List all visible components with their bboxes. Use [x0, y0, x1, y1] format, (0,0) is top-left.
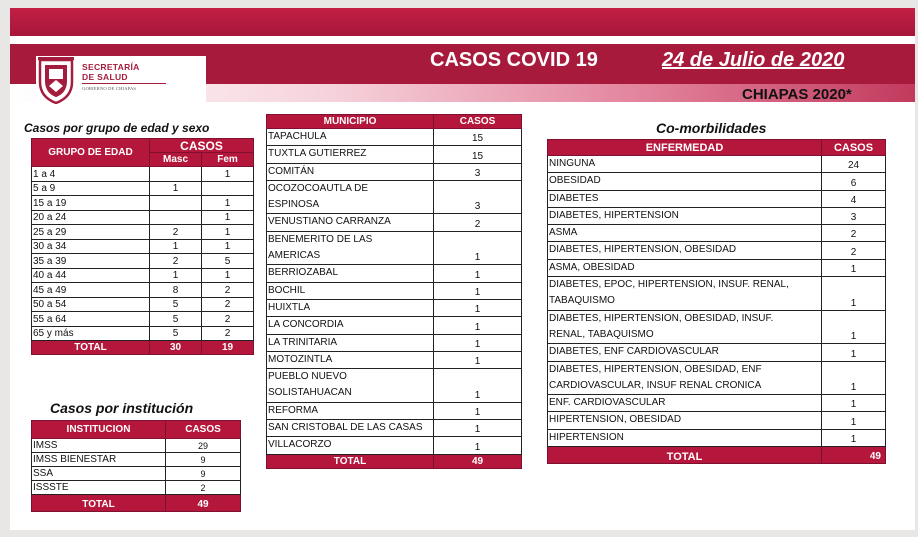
- disease-cell-line: TABAQUISMO: [549, 295, 615, 307]
- age-row: [32, 254, 254, 269]
- col-header-cases: CASOS: [434, 115, 522, 129]
- age-row: [32, 283, 254, 298]
- disease-cases-cell: 1: [822, 310, 886, 344]
- comorbidity-section-title: Co-morbilidades: [656, 120, 767, 136]
- municipio-name-cell-line: BERRIOZABAL: [268, 267, 339, 279]
- institution-name-cell: IMSS BIENESTAR: [32, 453, 166, 467]
- municipio-total-row: [267, 454, 522, 468]
- secretaria-salud-logo: [36, 56, 206, 108]
- municipio-table: [266, 114, 522, 469]
- logo-text-gobierno: GOBIERNO DE CHIAPAS: [82, 86, 137, 91]
- disease-cell: [548, 259, 822, 276]
- disease-cases-cell: 3: [822, 207, 886, 224]
- disease-cases-cell: 1: [822, 344, 886, 361]
- disease-cases-cell: 2: [822, 225, 886, 242]
- masc-cell: 1: [150, 239, 202, 254]
- municipio-cases-cell: 1: [434, 420, 522, 437]
- disease-cell: [548, 344, 822, 361]
- municipio-name-cell: [267, 351, 434, 368]
- fem-cell: 2: [202, 326, 254, 341]
- age-row: [32, 181, 254, 196]
- comorbidity-row: [548, 259, 886, 276]
- masc-cell: [150, 196, 202, 211]
- comorbidity-row: [548, 429, 886, 446]
- disease-cell: [548, 207, 822, 224]
- institution-cases-cell: 2: [166, 481, 241, 495]
- comorbidity-total-row: [548, 447, 886, 464]
- age-group-cell: 55 a 64: [32, 312, 150, 327]
- municipio-name-cell-line: VENUSTIANO CARRANZA: [268, 216, 391, 228]
- disease-cases-cell: 1: [822, 412, 886, 429]
- masc-cell: 2: [150, 225, 202, 240]
- header-top-band: [10, 8, 915, 36]
- municipio-name-cell-line: HUIXTLA: [268, 301, 311, 313]
- logo-text-secretaria: SECRETARÍA: [82, 62, 140, 72]
- masc-cell: 1: [150, 181, 202, 196]
- municipio-name-cell-line: SAN CRISTOBAL DE LAS CASAS: [268, 422, 423, 434]
- municipio-name-cell-line: VILLACORZO: [268, 439, 332, 451]
- institution-row: [32, 467, 241, 481]
- masc-cell: 5: [150, 326, 202, 341]
- disease-cell-line: DIABETES, EPOC, HIPERTENSION, INSUF. RENAL,: [549, 279, 789, 291]
- comorbidity-row: [548, 361, 886, 395]
- logo-text-de-salud: DE SALUD: [82, 72, 128, 82]
- municipio-name-cell-line: LA TRINITARIA: [268, 336, 338, 348]
- municipio-name-cell: [267, 299, 434, 316]
- disease-cell-line: HIPERTENSION, OBESIDAD: [549, 414, 682, 426]
- disease-cases-cell: 1: [822, 277, 886, 311]
- total-label: TOTAL: [548, 447, 822, 464]
- disease-cases-cell: 4: [822, 190, 886, 207]
- region-label: CHIAPAS 2020*: [742, 86, 852, 103]
- masc-cell: 1: [150, 268, 202, 283]
- fem-cell: 1: [202, 167, 254, 182]
- institution-name-cell: ISSSTE: [32, 481, 166, 495]
- municipio-row: [267, 351, 522, 368]
- municipio-row: [267, 282, 522, 299]
- disease-cell: [548, 361, 822, 395]
- disease-cell-line: DIABETES, HIPERTENSION, OBESIDAD, INSUF.: [549, 312, 774, 324]
- comorbidity-row: [548, 242, 886, 259]
- municipio-name-cell: [267, 317, 434, 334]
- logo-divider: [82, 83, 166, 84]
- municipio-row: [267, 180, 522, 214]
- age-total-row: [32, 341, 254, 355]
- total-value: 49: [822, 447, 886, 464]
- municipio-cases-cell: 1: [434, 437, 522, 454]
- municipio-name-cell: [267, 146, 434, 163]
- disease-cell-line: DIABETES, HIPERTENSION, OBESIDAD, ENF: [549, 363, 762, 375]
- age-row: [32, 312, 254, 327]
- municipio-cases-cell: 1: [434, 265, 522, 282]
- municipio-row: [267, 299, 522, 316]
- masc-cell: [150, 167, 202, 182]
- col-header-disease: ENFERMEDAD: [548, 140, 822, 156]
- total-label: TOTAL: [32, 341, 150, 355]
- masc-cell: [150, 210, 202, 225]
- municipio-name-cell: [267, 402, 434, 419]
- institution-total-row: [32, 495, 241, 512]
- masc-cell: 5: [150, 312, 202, 327]
- comorbidity-row: [548, 207, 886, 224]
- age-group-cell: 65 y más: [32, 326, 150, 341]
- comorbidity-table: [547, 139, 886, 464]
- disease-cell: [548, 156, 822, 173]
- municipio-name-cell: [267, 129, 434, 146]
- disease-cases-cell: 1: [822, 259, 886, 276]
- disease-cell: [548, 395, 822, 412]
- institution-name-cell: IMSS: [32, 439, 166, 453]
- age-row: [32, 210, 254, 225]
- municipio-name-cell: [267, 163, 434, 180]
- total-label: TOTAL: [32, 495, 166, 512]
- col-header-cases: CASOS: [822, 140, 886, 156]
- disease-cell-line: DIABETES, ENF CARDIOVASCULAR: [549, 346, 719, 358]
- municipio-name-cell-line: COMITÁN: [268, 165, 315, 177]
- fem-cell: 1: [202, 268, 254, 283]
- municipio-name-cell: [267, 369, 434, 403]
- institution-cases-cell: 9: [166, 467, 241, 481]
- disease-cell-line: NINGUNA: [549, 158, 596, 169]
- comorbidity-row: [548, 225, 886, 242]
- age-row: [32, 326, 254, 341]
- col-header-masc: Masc: [150, 153, 202, 167]
- municipio-cases-cell: 2: [434, 214, 522, 231]
- municipio-cases-cell: 3: [434, 180, 522, 214]
- municipio-cases-cell: 1: [434, 334, 522, 351]
- col-header-municipio: MUNICIPIO: [267, 115, 434, 129]
- disease-cell-line: RENAL, TABAQUISMO: [549, 328, 654, 340]
- fem-cell: 2: [202, 297, 254, 312]
- municipio-row: [267, 369, 522, 403]
- disease-cell: [548, 412, 822, 429]
- municipio-name-cell: [267, 437, 434, 454]
- comorbidity-row: [548, 156, 886, 173]
- comorbidity-row: [548, 310, 886, 344]
- disease-cell: [548, 173, 822, 190]
- covid-report-canvas: [10, 8, 915, 530]
- fem-cell: 2: [202, 283, 254, 298]
- col-header-age-group: GRUPO DE EDAD: [32, 139, 150, 167]
- total-value: 49: [434, 454, 522, 468]
- comorbidity-row: [548, 277, 886, 311]
- institution-row: [32, 481, 241, 495]
- col-header-fem: Fem: [202, 153, 254, 167]
- comorbidity-row: [548, 190, 886, 207]
- municipio-row: [267, 146, 522, 163]
- disease-cell: [548, 190, 822, 207]
- municipio-row: [267, 437, 522, 454]
- disease-cell-line: DIABETES: [549, 192, 599, 204]
- disease-cell: [548, 225, 822, 242]
- age-row: [32, 268, 254, 283]
- municipio-name-cell-line: ESPINOSA: [268, 199, 320, 211]
- municipio-name-cell-line: TAPACHULA: [268, 131, 327, 142]
- report-date: 24 de Julio de 2020: [662, 49, 845, 71]
- total-fem: 19: [202, 341, 254, 355]
- disease-cell-line: ENF. CARDIOVASCULAR: [549, 397, 666, 409]
- age-row: [32, 196, 254, 211]
- age-group-cell: 5 a 9: [32, 181, 150, 196]
- age-section-title: Casos por grupo de edad y sexo: [24, 121, 210, 135]
- col-header-institution: INSTITUCION: [32, 421, 166, 439]
- disease-cell: [548, 310, 822, 344]
- municipio-cases-cell: 1: [434, 402, 522, 419]
- fem-cell: 2: [202, 312, 254, 327]
- fem-cell: 1: [202, 196, 254, 211]
- total-value: 49: [166, 495, 241, 512]
- municipio-row: [267, 317, 522, 334]
- disease-cell: [548, 242, 822, 259]
- municipio-row: [267, 334, 522, 351]
- municipio-cases-cell: 15: [434, 129, 522, 146]
- age-group-cell: 25 a 29: [32, 225, 150, 240]
- municipio-name-cell-line: BOCHIL: [268, 284, 306, 296]
- municipio-name-cell: [267, 334, 434, 351]
- fem-cell: [202, 181, 254, 196]
- municipio-row: [267, 129, 522, 146]
- disease-cell-line: HIPERTENSION: [549, 431, 624, 443]
- municipio-name-cell-line: AMERICAS: [268, 250, 321, 262]
- municipio-name-cell: [267, 180, 434, 214]
- age-row: [32, 167, 254, 182]
- institution-row: [32, 453, 241, 467]
- institution-cases-cell: 29: [166, 439, 241, 453]
- masc-cell: 5: [150, 297, 202, 312]
- municipio-name-cell-line: LA CONCORDIA: [268, 319, 344, 331]
- age-group-cell: 30 a 34: [32, 239, 150, 254]
- disease-cell-line: DIABETES, HIPERTENSION, OBESIDAD: [549, 244, 737, 256]
- institution-name-cell: SSA: [32, 467, 166, 481]
- municipio-name-cell: [267, 420, 434, 437]
- municipio-name-cell-line: TUXTLA GUTIERREZ: [268, 148, 367, 160]
- disease-cell-line: CARDIOVASCULAR, INSUF RENAL CRONICA: [549, 379, 762, 391]
- municipio-name-cell-line: SOLISTAHUACAN: [268, 387, 352, 399]
- municipio-cases-cell: 1: [434, 317, 522, 334]
- municipio-name-cell-line: OCOZOCOAUTLA DE: [268, 182, 369, 194]
- age-row: [32, 297, 254, 312]
- municipio-cases-cell: 1: [434, 351, 522, 368]
- comorbidity-row: [548, 412, 886, 429]
- fem-cell: 1: [202, 210, 254, 225]
- municipio-row: [267, 420, 522, 437]
- disease-cases-cell: 6: [822, 173, 886, 190]
- col-header-cases: CASOS: [166, 421, 241, 439]
- institution-row: [32, 439, 241, 453]
- fem-cell: 1: [202, 239, 254, 254]
- municipio-cases-cell: 3: [434, 163, 522, 180]
- disease-cases-cell: 24: [822, 156, 886, 173]
- municipio-name-cell-line: REFORMA: [268, 404, 318, 416]
- age-group-cell: 50 a 54: [32, 297, 150, 312]
- age-group-cell: 35 a 39: [32, 254, 150, 269]
- municipio-cases-cell: 1: [434, 282, 522, 299]
- disease-cases-cell: 2: [822, 242, 886, 259]
- municipio-name-cell-line: PUEBLO NUEVO: [268, 371, 347, 383]
- col-header-cases: CASOS: [150, 139, 254, 153]
- disease-cell-line: OBESIDAD: [549, 175, 601, 187]
- municipio-name-cell: [267, 214, 434, 231]
- fem-cell: 1: [202, 225, 254, 240]
- municipio-row: [267, 214, 522, 231]
- disease-cell-line: ASMA: [549, 227, 578, 239]
- age-sex-table: [31, 138, 254, 355]
- municipio-name-cell-line: MOTOZINTLA: [268, 353, 333, 365]
- masc-cell: 2: [150, 254, 202, 269]
- masc-cell: 8: [150, 283, 202, 298]
- municipio-name-cell: [267, 282, 434, 299]
- disease-cases-cell: 1: [822, 429, 886, 446]
- age-group-cell: 20 a 24: [32, 210, 150, 225]
- age-row: [32, 239, 254, 254]
- report-title: CASOS COVID 19: [430, 49, 598, 71]
- municipio-name-cell-line: BENEMERITO DE LAS: [268, 233, 373, 245]
- comorbidity-row: [548, 344, 886, 361]
- municipio-cases-cell: 1: [434, 231, 522, 265]
- municipio-name-cell: [267, 231, 434, 265]
- disease-cell-line: DIABETES, HIPERTENSION: [549, 209, 679, 221]
- municipio-name-cell: [267, 265, 434, 282]
- total-label: TOTAL: [267, 454, 434, 468]
- disease-cell-line: ASMA, OBESIDAD: [549, 261, 635, 273]
- municipio-cases-cell: 1: [434, 369, 522, 403]
- institution-table: [31, 420, 241, 512]
- disease-cases-cell: 1: [822, 395, 886, 412]
- municipio-row: [267, 231, 522, 265]
- age-group-cell: 1 a 4: [32, 167, 150, 182]
- age-group-cell: 45 a 49: [32, 283, 150, 298]
- municipio-row: [267, 265, 522, 282]
- municipio-cases-cell: 1: [434, 299, 522, 316]
- municipio-row: [267, 402, 522, 419]
- age-group-cell: 40 a 44: [32, 268, 150, 283]
- disease-cell: [548, 429, 822, 446]
- municipio-cases-cell: 15: [434, 146, 522, 163]
- comorbidity-row: [548, 173, 886, 190]
- disease-cases-cell: 1: [822, 361, 886, 395]
- age-row: [32, 225, 254, 240]
- disease-cell: [548, 277, 822, 311]
- comorbidity-row: [548, 395, 886, 412]
- fem-cell: 5: [202, 254, 254, 269]
- total-masc: 30: [150, 341, 202, 355]
- institution-section-title: Casos por institución: [50, 400, 194, 416]
- coat-of-arms-icon: [36, 56, 76, 104]
- age-group-cell: 15 a 19: [32, 196, 150, 211]
- municipio-row: [267, 163, 522, 180]
- institution-cases-cell: 9: [166, 453, 241, 467]
